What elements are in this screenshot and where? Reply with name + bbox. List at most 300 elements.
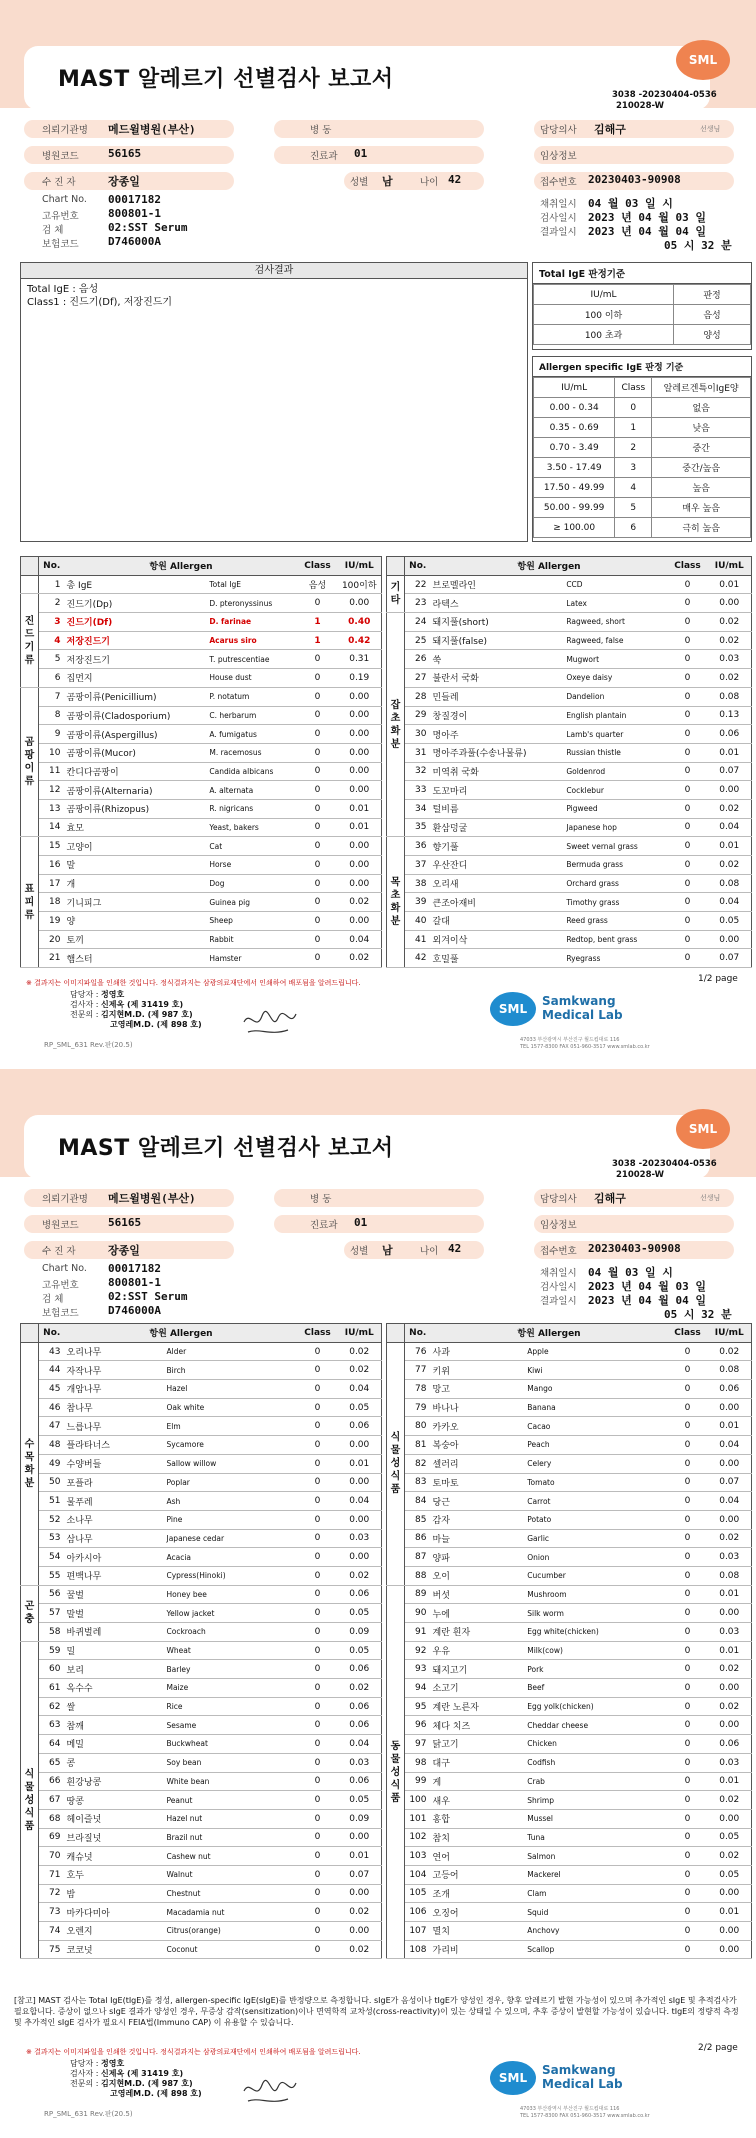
allergen-class: 0 bbox=[298, 1903, 338, 1922]
allergen-row bbox=[387, 613, 752, 632]
allergen-row bbox=[21, 818, 382, 837]
allergen-row bbox=[21, 669, 382, 688]
allergen-class: 0 bbox=[668, 1342, 708, 1361]
allergen-no: 3 bbox=[39, 613, 65, 632]
allergen-korean: 새우 bbox=[431, 1791, 526, 1810]
group-head bbox=[387, 1324, 405, 1343]
uid-label: 고유번호 bbox=[42, 1280, 79, 1291]
allergen-row bbox=[387, 1716, 752, 1735]
allergen-no: 69 bbox=[39, 1828, 65, 1847]
group-head bbox=[21, 557, 39, 576]
allergen-korean: 진드기(Df) bbox=[65, 613, 208, 632]
allergen-class: 0 bbox=[668, 1473, 708, 1492]
allergen-no: 88 bbox=[405, 1566, 431, 1585]
allergen-class: 0 bbox=[668, 575, 708, 594]
allergen-no: 75 bbox=[39, 1940, 65, 1959]
allergen-no: 66 bbox=[39, 1772, 65, 1791]
allergen-row bbox=[21, 1436, 382, 1455]
allergen-english: Reed grass bbox=[564, 912, 667, 931]
allergen-iu: 0.01 bbox=[708, 1641, 752, 1660]
allergen-english: R. nigricans bbox=[207, 799, 297, 818]
allergen-korean: 밀 bbox=[65, 1641, 165, 1660]
allergen-no: 68 bbox=[39, 1809, 65, 1828]
group-label: 표 피 류 bbox=[21, 837, 39, 968]
allergen-iu: 0.00 bbox=[338, 1548, 382, 1567]
spec-col: IU/mL bbox=[534, 378, 615, 398]
allergen-korean: 오리나무 bbox=[65, 1342, 165, 1361]
allergen-korean: 돼지풀(short) bbox=[431, 613, 565, 632]
allergen-korean: 닭고기 bbox=[431, 1735, 526, 1754]
allergen-row bbox=[21, 1623, 382, 1642]
allergen-english: Birch bbox=[165, 1361, 298, 1380]
allergen-english: Acarus siro bbox=[207, 631, 297, 650]
form-code: RP_SML_631 Rev.판(20.5) bbox=[44, 2110, 133, 2118]
allergen-english: Maize bbox=[165, 1679, 298, 1698]
allergen-korean: 삼나무 bbox=[65, 1529, 165, 1548]
allergen-row bbox=[387, 1529, 752, 1548]
patient-label: 수 진 자 bbox=[42, 1246, 76, 1257]
allergen-no: 41 bbox=[405, 930, 431, 949]
allergen-iu: 0.00 bbox=[708, 930, 752, 949]
allergen-korean: 명아주 bbox=[431, 725, 565, 744]
allergen-class: 0 bbox=[668, 1940, 708, 1959]
allergen-row bbox=[21, 650, 382, 669]
allergen-no: 81 bbox=[405, 1436, 431, 1455]
allergen-korean: 편백나무 bbox=[65, 1566, 165, 1585]
allergen-no: 89 bbox=[405, 1585, 431, 1604]
allergen-korean: 망고 bbox=[431, 1380, 526, 1399]
allergen-row bbox=[21, 1753, 382, 1772]
allergen-english: Onion bbox=[525, 1548, 667, 1567]
allergen-class: 0 bbox=[298, 1604, 338, 1623]
allergen-iu: 0.03 bbox=[708, 1753, 752, 1772]
allergen-no: 86 bbox=[405, 1529, 431, 1548]
col-no: No. bbox=[39, 1324, 65, 1343]
allergen-class: 0 bbox=[298, 762, 338, 781]
spec-row bbox=[534, 478, 751, 498]
collected-value: 04 월 03 일 시 bbox=[588, 197, 673, 210]
allergen-iu: 0.00 bbox=[338, 874, 382, 893]
allergen-class: 0 bbox=[298, 818, 338, 837]
allergen-iu: 0.07 bbox=[708, 1473, 752, 1492]
allergen-english: Clam bbox=[525, 1884, 667, 1903]
spec-cell: 중간 bbox=[652, 438, 751, 458]
allergen-row bbox=[21, 874, 382, 893]
allergen-row bbox=[387, 1660, 752, 1679]
allergen-korean: 호밀풀 bbox=[431, 949, 565, 968]
allergen-korean: 참치 bbox=[431, 1828, 526, 1847]
allergen-class: 0 bbox=[298, 1922, 338, 1941]
allergen-no: 19 bbox=[39, 912, 65, 931]
allergen-iu: 0.02 bbox=[338, 893, 382, 912]
allergen-row bbox=[21, 1809, 382, 1828]
allergen-no: 9 bbox=[39, 725, 65, 744]
allergen-english: Dog bbox=[207, 874, 297, 893]
allergen-class: 0 bbox=[298, 1454, 338, 1473]
allergen-class: 0 bbox=[298, 1697, 338, 1716]
allergen-korean: 참나무 bbox=[65, 1398, 165, 1417]
allergen-no: 36 bbox=[405, 837, 431, 856]
allergen-korean: 꿀벌 bbox=[65, 1585, 165, 1604]
spec-row bbox=[534, 418, 751, 438]
allergen-row bbox=[387, 1510, 752, 1529]
allergen-korean: 메밀 bbox=[65, 1735, 165, 1754]
spec-cell: 2 bbox=[615, 438, 652, 458]
allergen-row bbox=[21, 1641, 382, 1660]
allergen-korean: 양 bbox=[65, 912, 208, 931]
col-class: Class bbox=[298, 1324, 338, 1343]
allergen-korean: 외겨이삭 bbox=[431, 930, 565, 949]
allergen-english: Tuna bbox=[525, 1828, 667, 1847]
allergen-no: 8 bbox=[39, 706, 65, 725]
allergen-english: Sweet vernal grass bbox=[564, 837, 667, 856]
allergen-no: 105 bbox=[405, 1884, 431, 1903]
doctor-suffix: 선생님 bbox=[700, 125, 721, 133]
allergen-class: 0 bbox=[298, 1566, 338, 1585]
allergen-iu: 0.01 bbox=[708, 837, 752, 856]
allergen-iu: 0.06 bbox=[338, 1697, 382, 1716]
age-value: 42 bbox=[448, 1242, 462, 1255]
allergen-english: Soy bean bbox=[165, 1753, 298, 1772]
allergen-row bbox=[21, 1847, 382, 1866]
allergen-iu: 100이하 bbox=[338, 575, 382, 594]
allergen-korean: 쌀 bbox=[65, 1697, 165, 1716]
allergen-korean: 저장진드기 bbox=[65, 631, 208, 650]
allergen-class: 0 bbox=[298, 893, 338, 912]
allergen-korean: 당근 bbox=[431, 1492, 526, 1511]
allergen-korean: 포플라 bbox=[65, 1473, 165, 1492]
allergen-class: 0 bbox=[668, 1922, 708, 1941]
allergen-row bbox=[387, 1791, 752, 1810]
allergen-english: Yeast, bakers bbox=[207, 818, 297, 837]
allergen-class: 0 bbox=[668, 1436, 708, 1455]
allergen-english: D. farinae bbox=[207, 613, 297, 632]
allergen-korean: 자작나무 bbox=[65, 1361, 165, 1380]
allergen-no: 77 bbox=[405, 1361, 431, 1380]
allergen-korean: 땅콩 bbox=[65, 1791, 165, 1810]
allergen-class: 0 bbox=[298, 1510, 338, 1529]
allergen-no: 17 bbox=[39, 874, 65, 893]
allergen-iu: 0.02 bbox=[708, 1791, 752, 1810]
sex-value: 남 bbox=[382, 1244, 393, 1257]
allergen-no: 63 bbox=[39, 1716, 65, 1735]
allergen-no: 14 bbox=[39, 818, 65, 837]
insurance-label: 보험코드 bbox=[42, 1308, 79, 1319]
allergen-english: Egg white(chicken) bbox=[525, 1623, 667, 1642]
result-value: 2023 년 04 월 04 일 bbox=[588, 1294, 706, 1307]
tested-label: 검사일시 bbox=[540, 213, 577, 224]
allergen-no: 22 bbox=[405, 575, 431, 594]
allergen-korean: 미역취 국화 bbox=[431, 762, 565, 781]
allergen-class: 0 bbox=[298, 594, 338, 613]
doctor-label: 담당의사 bbox=[540, 1194, 577, 1205]
allergen-row bbox=[21, 1417, 382, 1436]
allergen-english: Rabbit bbox=[207, 930, 297, 949]
allergen-english: P. notatum bbox=[207, 687, 297, 706]
sml-logo: SML bbox=[676, 40, 730, 80]
allergen-korean: 돼지고기 bbox=[431, 1660, 526, 1679]
allergen-class: 0 bbox=[668, 725, 708, 744]
allergen-iu: 0.00 bbox=[338, 687, 382, 706]
allergen-no: 78 bbox=[405, 1380, 431, 1399]
col-allergen: 항원 Allergen bbox=[65, 557, 298, 576]
allergen-korean: 가리비 bbox=[431, 1940, 526, 1959]
allergen-english: Beef bbox=[525, 1679, 667, 1698]
allergen-korean: 물푸레 bbox=[65, 1492, 165, 1511]
allergen-no: 94 bbox=[405, 1679, 431, 1698]
allergen-row bbox=[387, 1884, 752, 1903]
allergen-korean: 옥수수 bbox=[65, 1679, 165, 1698]
allergen-row bbox=[387, 781, 752, 800]
group-label: 기 타 bbox=[387, 575, 405, 612]
hospcode-label: 병원코드 bbox=[42, 151, 79, 162]
allergen-row bbox=[21, 1735, 382, 1754]
clinical-label: 임상정보 bbox=[540, 151, 577, 162]
allergen-class: 0 bbox=[668, 1809, 708, 1828]
spec-row bbox=[534, 398, 751, 418]
allergen-row bbox=[387, 725, 752, 744]
allergen-english: Pigweed bbox=[564, 799, 667, 818]
allergen-class: 0 bbox=[298, 1529, 338, 1548]
allergen-iu: 0.03 bbox=[708, 1548, 752, 1567]
allergen-table-left bbox=[20, 1323, 382, 1959]
allergen-korean: 마늘 bbox=[431, 1529, 526, 1548]
allergen-class: 0 bbox=[298, 1361, 338, 1380]
allergen-iu: 0.09 bbox=[338, 1809, 382, 1828]
allergen-class: 0 bbox=[298, 1660, 338, 1679]
allergen-iu: 0.05 bbox=[708, 1865, 752, 1884]
allergen-korean: 게 bbox=[431, 1772, 526, 1791]
allergen-iu: 0.02 bbox=[708, 1847, 752, 1866]
allergen-korean: 사과 bbox=[431, 1342, 526, 1361]
allergen-iu: 0.08 bbox=[708, 687, 752, 706]
sml-name: Samkwang bbox=[542, 2063, 616, 2077]
info-pill bbox=[274, 120, 484, 138]
allergen-english: Crab bbox=[525, 1772, 667, 1791]
allergen-english: Walnut bbox=[165, 1865, 298, 1884]
sml-name-2: Medical Lab bbox=[542, 1008, 623, 1022]
allergen-no: 46 bbox=[39, 1398, 65, 1417]
allergen-class: 0 bbox=[298, 1716, 338, 1735]
allergen-korean: 멸치 bbox=[431, 1922, 526, 1941]
page-number: 2/2 page bbox=[698, 2043, 738, 2053]
patient-value: 장종일 bbox=[108, 175, 140, 188]
allergen-class: 0 bbox=[668, 1417, 708, 1436]
allergen-iu: 0.02 bbox=[708, 613, 752, 632]
allergen-row bbox=[387, 1398, 752, 1417]
allergen-row bbox=[21, 743, 382, 762]
spec-cell: 중간/높음 bbox=[652, 458, 751, 478]
spec-row bbox=[534, 438, 751, 458]
allergen-english: Acacia bbox=[165, 1548, 298, 1567]
allergen-korean: 브로멜라인 bbox=[431, 575, 565, 594]
allergen-row bbox=[21, 631, 382, 650]
allergen-iu: 0.00 bbox=[338, 912, 382, 931]
allergen-iu: 0.08 bbox=[708, 874, 752, 893]
allergen-iu: 0.01 bbox=[338, 1454, 382, 1473]
allergen-iu: 0.02 bbox=[708, 1342, 752, 1361]
sml-circle: SML bbox=[490, 992, 536, 1026]
allergen-class: 0 bbox=[298, 781, 338, 800]
allergen-english: Lamb's quarter bbox=[564, 725, 667, 744]
allergen-no: 18 bbox=[39, 893, 65, 912]
allergen-class: 0 bbox=[298, 874, 338, 893]
allergen-class: 0 bbox=[298, 1641, 338, 1660]
sml-name: Samkwang bbox=[542, 994, 616, 1008]
allergen-class: 0 bbox=[668, 1865, 708, 1884]
allergen-iu: 0.00 bbox=[338, 1473, 382, 1492]
allergen-no: 20 bbox=[39, 930, 65, 949]
allergen-iu: 0.05 bbox=[708, 1828, 752, 1847]
allergen-row bbox=[21, 1660, 382, 1679]
allergen-korean: 곰팡이류(Mucor) bbox=[65, 743, 208, 762]
allergen-english: Candida albicans bbox=[207, 762, 297, 781]
allergen-no: 54 bbox=[39, 1548, 65, 1567]
allergen-iu: 0.00 bbox=[338, 762, 382, 781]
allergen-korean: 홍합 bbox=[431, 1809, 526, 1828]
allergen-korean: 큰조아재비 bbox=[431, 893, 565, 912]
allergen-korean: 불란서 국화 bbox=[431, 669, 565, 688]
allergen-korean: 느릅나무 bbox=[65, 1417, 165, 1436]
allergen-iu: 0.05 bbox=[338, 1604, 382, 1623]
allergen-iu: 0.06 bbox=[708, 725, 752, 744]
allergen-row bbox=[387, 1809, 752, 1828]
allergen-english: Poplar bbox=[165, 1473, 298, 1492]
tel: TEL 1577-8300 FAX 051-960-3517 www.smlab.co.kr bbox=[520, 2113, 650, 2119]
allergen-korean: 명아주과풀(수송나물류) bbox=[431, 743, 565, 762]
allergen-iu: 0.03 bbox=[338, 1753, 382, 1772]
allergen-no: 72 bbox=[39, 1884, 65, 1903]
allergen-korean: 고양이 bbox=[65, 837, 208, 856]
allergen-english: Cashew nut bbox=[165, 1847, 298, 1866]
allergen-row bbox=[387, 1342, 752, 1361]
allergen-class: 0 bbox=[668, 1753, 708, 1772]
allergen-iu: 0.00 bbox=[708, 594, 752, 613]
spec-cell: 6 bbox=[615, 518, 652, 538]
allergen-class: 0 bbox=[298, 856, 338, 875]
allergen-korean: 효모 bbox=[65, 818, 208, 837]
allergen-korean: 콩 bbox=[65, 1753, 165, 1772]
allergen-english: Banana bbox=[525, 1398, 667, 1417]
allergen-row bbox=[387, 912, 752, 931]
allergen-english: Ragweed, false bbox=[564, 631, 667, 650]
allergen-row bbox=[21, 1548, 382, 1567]
allergen-class: 0 bbox=[298, 1940, 338, 1959]
allergen-iu: 0.09 bbox=[338, 1623, 382, 1642]
allergen-class: 0 bbox=[298, 1436, 338, 1455]
allergen-class: 0 bbox=[298, 930, 338, 949]
allergen-row bbox=[21, 1473, 382, 1492]
clinical-label: 임상정보 bbox=[540, 1220, 577, 1231]
allergen-class: 0 bbox=[668, 762, 708, 781]
specimen-label: 검 체 bbox=[42, 225, 64, 236]
allergen-korean: 곰팡이류(Rhizopus) bbox=[65, 799, 208, 818]
info-pill bbox=[274, 1215, 484, 1233]
allergen-row bbox=[21, 1398, 382, 1417]
allergen-class: 0 bbox=[668, 949, 708, 968]
group-label: 곰 팡 이 류 bbox=[21, 687, 39, 837]
allergen-english: Orchard grass bbox=[564, 874, 667, 893]
chart-label: Chart No. bbox=[42, 1263, 87, 1274]
allergen-no: 97 bbox=[405, 1735, 431, 1754]
allergen-english: House dust bbox=[207, 669, 297, 688]
allergen-korean: 토마토 bbox=[431, 1473, 526, 1492]
allergen-class: 0 bbox=[298, 1884, 338, 1903]
allergen-english: Pork bbox=[525, 1660, 667, 1679]
allergen-korean: 개 bbox=[65, 874, 208, 893]
col-class: Class bbox=[298, 557, 338, 576]
allergen-no: 59 bbox=[39, 1641, 65, 1660]
age-label: 나이 bbox=[420, 1246, 439, 1257]
age-label: 나이 bbox=[420, 177, 439, 188]
sex-label: 성별 bbox=[350, 177, 369, 188]
allergen-english: Elm bbox=[165, 1417, 298, 1436]
result-label: 결과일시 bbox=[540, 227, 577, 238]
allergen-english: Sycamore bbox=[165, 1436, 298, 1455]
allergen-english: Peanut bbox=[165, 1791, 298, 1810]
spec-cell: 높음 bbox=[652, 478, 751, 498]
hospital-value: 메드윌병원(부산) bbox=[108, 1192, 196, 1205]
hospital-label: 의뢰기관명 bbox=[42, 1194, 88, 1205]
allergen-class: 0 bbox=[298, 1548, 338, 1567]
allergen-english: Oak white bbox=[165, 1398, 298, 1417]
allergen-no: 21 bbox=[39, 949, 65, 968]
col-iu: IU/mL bbox=[338, 1324, 382, 1343]
allergen-row bbox=[21, 762, 382, 781]
allergen-iu: 0.00 bbox=[708, 1884, 752, 1903]
allergen-row bbox=[387, 856, 752, 875]
allergen-row bbox=[387, 1417, 752, 1436]
allergen-class: 0 bbox=[668, 1510, 708, 1529]
allergen-english: Rice bbox=[165, 1697, 298, 1716]
dept-value: 01 bbox=[354, 1216, 368, 1229]
uid-value: 800801-1 bbox=[108, 207, 161, 220]
allergen-no: 2 bbox=[39, 594, 65, 613]
specific-criteria bbox=[532, 356, 752, 542]
sml-circle: SML bbox=[490, 2061, 536, 2095]
receipt-label: 접수번호 bbox=[540, 1246, 577, 1257]
spec-cell: 0.00 - 0.34 bbox=[534, 398, 615, 418]
allergen-no: 7 bbox=[39, 687, 65, 706]
allergen-iu: 0.02 bbox=[708, 799, 752, 818]
col-iu: IU/mL bbox=[708, 1324, 752, 1343]
allergen-row bbox=[387, 1697, 752, 1716]
tested-value: 2023 년 04 월 03 일 bbox=[588, 211, 706, 224]
allergen-iu: 0.02 bbox=[708, 856, 752, 875]
allergen-korean: 개암나무 bbox=[65, 1380, 165, 1399]
allergen-row bbox=[387, 1473, 752, 1492]
allergen-class: 0 bbox=[668, 1604, 708, 1623]
doctor-suffix: 선생님 bbox=[700, 1194, 721, 1202]
total-row-neg: 100 이하 bbox=[534, 305, 674, 325]
allergen-english: Tomato bbox=[525, 1473, 667, 1492]
allergen-class: 0 bbox=[668, 631, 708, 650]
allergen-english: M. racemosus bbox=[207, 743, 297, 762]
allergen-english: Goldenrod bbox=[564, 762, 667, 781]
ward-label: 병 동 bbox=[310, 1194, 332, 1205]
tested-value: 2023 년 04 월 03 일 bbox=[588, 1280, 706, 1293]
group-label: 동 물 성 식 품 bbox=[387, 1585, 405, 1959]
allergen-class: 0 bbox=[668, 1903, 708, 1922]
allergen-iu: 0.05 bbox=[708, 912, 752, 931]
allergen-class: 0 bbox=[668, 650, 708, 669]
info-pill bbox=[274, 1189, 484, 1207]
allergen-table-left bbox=[20, 556, 382, 968]
allergen-row bbox=[387, 1623, 752, 1642]
allergen-iu: 0.00 bbox=[708, 781, 752, 800]
allergen-korean: 오징어 bbox=[431, 1903, 526, 1922]
allergen-english: Ragweed, short bbox=[564, 613, 667, 632]
